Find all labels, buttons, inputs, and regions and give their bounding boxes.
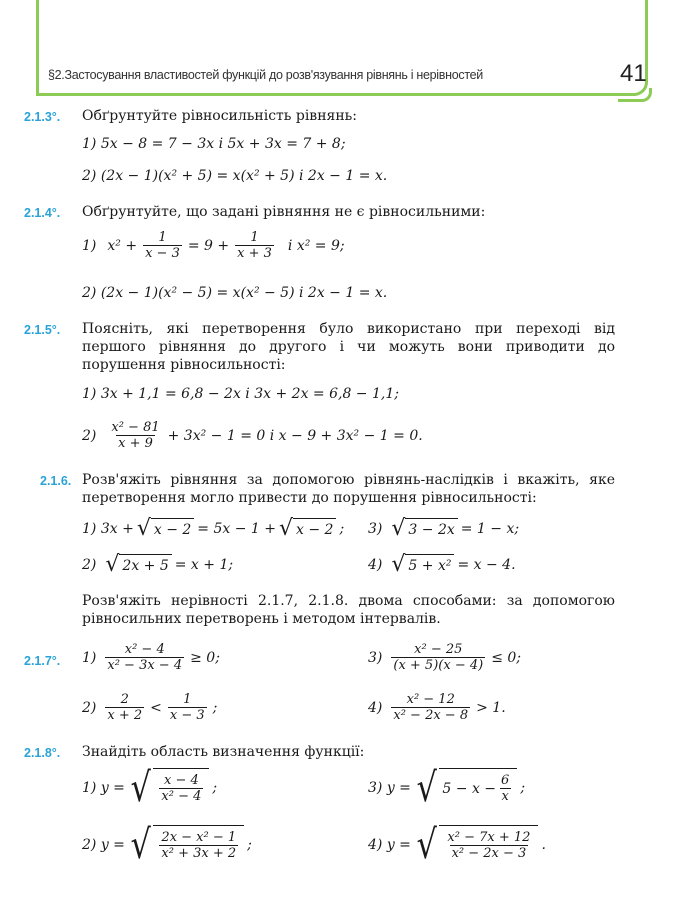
problem-number: 2.1.6. [40, 474, 72, 488]
problem-text: Знайдіть область визначення функції: [82, 744, 365, 760]
expr: 1) y = [82, 780, 125, 796]
radicand: x − 2 [293, 518, 336, 540]
item-4 [368, 554, 516, 576]
item-label: 1) [82, 649, 97, 666]
denominator: x − 3 [145, 246, 180, 261]
fraction [499, 773, 511, 804]
problem-text: Обґрунтуйте, що задані рівняння не є рівносильними: [82, 204, 486, 220]
problem-number: 2.1.7°. [24, 654, 61, 668]
item-2: 2) (2x − 1)(x² + 5) = x(x² + 5) і 2x − 1 = x. [82, 168, 388, 184]
item-2 [82, 822, 252, 868]
item-2: 2) (2x − 1)(x² − 5) = x(x² − 5) і 2x − 1 = x. [82, 285, 388, 301]
expr: < [150, 699, 162, 716]
expr: = 1 − x; [460, 521, 520, 537]
problem-number: 2.1.3°. [24, 110, 61, 124]
expr: ; [247, 837, 252, 853]
item-2 [82, 554, 233, 576]
square-root: √ $\frac{\text{2x − x² − 1}}{\text{x² + 3x + 2}}$ [128, 825, 244, 865]
square-root: √ $\frac{\text{x² − 7x + 12}}{\text{x² − 2x − 3}}$ [414, 825, 539, 865]
page-number: 41 [620, 60, 647, 87]
expr: x² + [107, 237, 138, 254]
item-1 [82, 518, 344, 540]
expr: 5 − x − [442, 780, 497, 797]
expr: ≥ 0; [190, 649, 220, 666]
denominator: x² − 4 [161, 789, 202, 804]
expr: і x² = 9; [287, 237, 345, 254]
denominator: x − 3 [169, 708, 205, 723]
radicand: 5 + x² [405, 554, 454, 576]
numerator: x² − 12 [406, 692, 455, 707]
item-label: 2) [82, 557, 97, 573]
radicand: 3 − 2x [405, 518, 457, 540]
square-root: √ x − 2 [137, 518, 194, 540]
expr: . [541, 837, 546, 853]
numerator: x − 4 [164, 773, 199, 788]
item-label: 1) [82, 237, 97, 254]
problem-number: 2.1.4°. [24, 206, 61, 220]
fraction [391, 692, 470, 723]
radicand: 2x + 5 [119, 554, 171, 576]
problem-text: Поясніть, які перетворення було використано при переході від першого рівняння до другого і чи можуть вони приводити до порушення рівносильності: [82, 321, 615, 373]
item-1 [82, 642, 220, 673]
item-label: 4) [368, 699, 383, 716]
fraction [105, 692, 144, 723]
expr: 3) y = [368, 780, 411, 796]
item-1: 1) 3x + 1,1 = 6,8 − 2x і 3x + 2x = 6,8 − 1,1; [82, 386, 399, 402]
section-title: §2.Застосування властивостей функцій до розв'язування рівнянь і нерівностей [48, 68, 483, 82]
expr: = 5x − 1 + [197, 521, 276, 537]
item-label: 4) [368, 557, 383, 573]
item-2 [82, 420, 423, 451]
item-1: 1) 5x − 8 = 7 − 3x і 5x + 3x = 7 + 8; [82, 136, 346, 152]
fraction [168, 692, 207, 723]
item-1 [82, 765, 218, 811]
expr: ≤ 0; [491, 649, 521, 666]
instruction-text: Розв'яжіть нерівності 2.1.7, 2.1.8. двома способами: за допомогою рівносильних перетворень і методом інтервалів. [82, 593, 615, 627]
square-root: √ x − 2 [279, 518, 336, 540]
numerator: x² − 7x + 12 [447, 830, 531, 845]
fraction [445, 830, 532, 861]
numerator: x² − 25 [414, 642, 463, 657]
expr: = x + 1; [174, 557, 234, 573]
expr: + 3x² − 1 = 0 і x − 9 + 3x² − 1 = 0. [167, 427, 423, 444]
denominator: x + 9 [118, 436, 153, 451]
expr: 2) y = [82, 837, 125, 853]
item-label: 3) [368, 521, 383, 537]
expr: ; [212, 780, 218, 796]
square-root: √ 5 − x − $\frac{6}{x}$ [414, 768, 517, 808]
denominator: x [501, 789, 509, 804]
numerator: 1 [250, 230, 259, 245]
fraction [143, 230, 182, 261]
problem-text: Розв'яжіть рівняння за допомогою рівнянь-наслідків і вкажіть, яке перетворення могло привести до порушення рівносильності: [82, 472, 615, 506]
numerator: x² − 81 [111, 420, 160, 435]
item-label: 2) [82, 699, 97, 716]
item-label: 2) [82, 427, 97, 444]
fraction [235, 230, 274, 261]
item-2 [82, 692, 217, 723]
item-3 [368, 642, 521, 673]
numerator: 2x − x² − 1 [161, 830, 237, 845]
problem-number: 2.1.8°. [24, 746, 61, 760]
item-label: 3) [368, 649, 383, 666]
item-4 [368, 822, 546, 868]
expr: 4) y = [368, 837, 411, 853]
denominator: x² + 3x + 2 [161, 846, 237, 861]
item-3 [368, 518, 519, 540]
numerator: x² − 4 [124, 642, 165, 657]
numerator: 6 [501, 773, 510, 788]
expr: ; [339, 521, 345, 537]
fraction [159, 773, 203, 804]
denominator: x² − 3x − 4 [107, 658, 183, 673]
expr: = 9 + [187, 237, 230, 254]
square-root: √ 5 + x² [391, 554, 454, 576]
fraction [391, 642, 485, 673]
denominator: (x + 5)(x − 4) [393, 658, 484, 673]
problem-text: Обґрунтуйте рівносильність рівнянь: [82, 108, 358, 124]
problem-number: 2.1.5°. [24, 323, 61, 337]
header-frame-tab [618, 88, 652, 102]
numerator: 2 [120, 692, 129, 707]
square-root: √ 2x + 5 [105, 554, 171, 576]
square-root: √ $\frac{x - 4}{\text{x² − 4}}$ [128, 768, 209, 808]
denominator: x² − 2x − 8 [393, 708, 469, 723]
numerator: 1 [183, 692, 192, 707]
item-3 [368, 765, 526, 811]
item-1 [82, 230, 345, 261]
denominator: x + 2 [107, 708, 143, 723]
expr: = x − 4. [457, 557, 516, 573]
radicand: x − 2 [151, 518, 194, 540]
fraction [105, 642, 184, 673]
denominator: x + 3 [237, 246, 272, 261]
expr: ; [520, 780, 526, 796]
denominator: x² − 2x − 3 [451, 846, 527, 861]
item-4 [368, 692, 506, 723]
fraction [159, 830, 238, 861]
expr: 1) 3x + [82, 521, 134, 537]
numerator: 1 [158, 230, 167, 245]
square-root: √ 3 − 2x [391, 518, 457, 540]
expr: > 1. [476, 699, 506, 716]
expr: ; [212, 699, 218, 716]
fraction [109, 420, 161, 451]
